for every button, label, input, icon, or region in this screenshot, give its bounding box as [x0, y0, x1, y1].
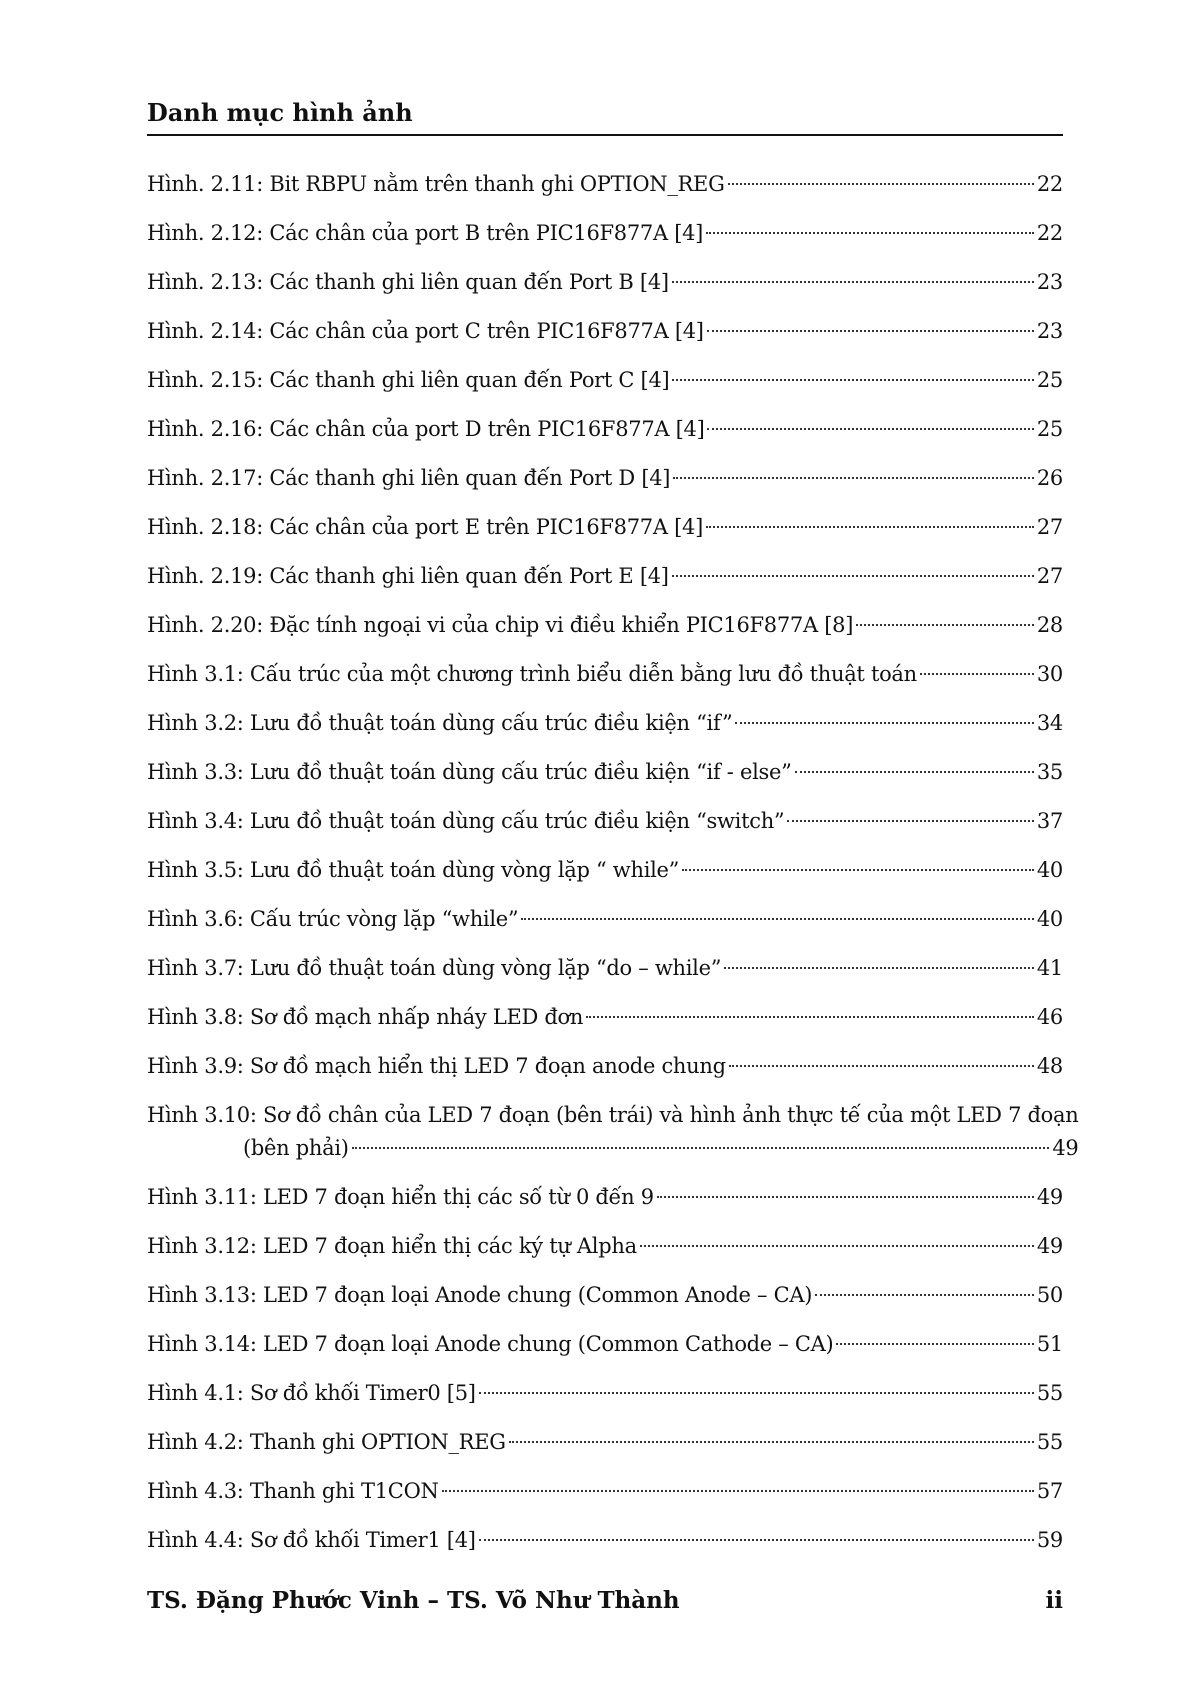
toc-entry-label: Hình 3.6: Cấu trúc vòng lặp “while”	[147, 907, 519, 931]
toc-entry-label: Hình 3.7: Lưu đồ thuật toán dùng vòng lặp “do – while”	[147, 956, 722, 980]
toc-entry[interactable]	[147, 315, 1063, 364]
toc-entry-label: Hình. 2.15: Các thanh ghi liên quan đến Port C [4]	[147, 368, 670, 392]
dot-leader	[479, 1392, 1034, 1394]
toc-entry-label: Hình 3.2: Lưu đồ thuật toán dùng cấu trúc điều kiện “if”	[147, 711, 733, 735]
footer-page-number: ii	[1045, 1587, 1063, 1614]
dot-leader	[795, 771, 1034, 773]
toc-entry-page: 26	[1036, 466, 1063, 490]
toc-entry[interactable]	[147, 1050, 1063, 1099]
dot-leader	[787, 820, 1034, 822]
toc-entry-label: Hình 3.11: LED 7 đoạn hiển thị các số từ 0 đến 9	[147, 1185, 654, 1209]
dot-leader	[724, 967, 1034, 969]
toc-entry-page: 25	[1036, 417, 1063, 441]
toc-entry-page: 27	[1036, 564, 1063, 588]
toc-entry-page: 27	[1036, 515, 1063, 539]
toc-entry-page: 23	[1036, 270, 1063, 294]
dot-leader	[509, 1441, 1034, 1443]
toc-entry-page: 25	[1036, 368, 1063, 392]
toc-entry-label-continued: (bên phải)	[243, 1136, 349, 1160]
dot-leader	[640, 1245, 1034, 1247]
toc-entry-label: Hình 3.5: Lưu đồ thuật toán dùng vòng lặp “ while”	[147, 858, 680, 882]
page-footer	[147, 1586, 1063, 1616]
toc-entry[interactable]	[147, 217, 1063, 266]
toc-entry[interactable]	[147, 1001, 1063, 1050]
toc-entry-page: 22	[1036, 172, 1063, 196]
toc-entry-label: Hình. 2.11: Bit RBPU nằm trên thanh ghi OPTION_REG	[147, 172, 725, 196]
toc-entry[interactable]	[147, 1181, 1063, 1230]
dot-leader	[836, 1343, 1033, 1345]
dot-leader	[442, 1490, 1034, 1492]
toc-entry-page: 22	[1036, 221, 1063, 245]
toc-entry[interactable]	[147, 1426, 1063, 1475]
toc-entry[interactable]	[147, 756, 1063, 805]
toc-entry-page: 40	[1036, 907, 1063, 931]
dot-leader	[707, 330, 1034, 332]
toc-entry-page: 55	[1036, 1381, 1063, 1405]
toc-entry[interactable]	[147, 1099, 1079, 1181]
dot-leader	[586, 1016, 1034, 1018]
toc-entry-label: Hình. 2.12: Các chân của port B trên PIC16F877A [4]	[147, 221, 704, 245]
toc-entry[interactable]	[147, 658, 1063, 707]
toc-entry-label: Hình 3.9: Sơ đồ mạch hiển thị LED 7 đoạn anode chung	[147, 1054, 726, 1078]
toc-entry-label: Hình 3.14: LED 7 đoạn loại Anode chung (Common Cathode – CA)	[147, 1332, 834, 1356]
toc-entry-page: 49	[1052, 1136, 1079, 1160]
toc-entry-label: Hình 3.8: Sơ đồ mạch nhấp nháy LED đơn	[147, 1005, 584, 1029]
toc-entry[interactable]	[147, 462, 1063, 511]
toc-entry-label: Hình 4.4: Sơ đồ khối Timer1 [4]	[147, 1528, 476, 1552]
toc-entry[interactable]	[147, 854, 1063, 903]
toc-entry-label: Hình 3.3: Lưu đồ thuật toán dùng cấu trúc điều kiện “if - else”	[147, 760, 792, 784]
toc-entry-page: 55	[1036, 1430, 1063, 1454]
toc-entry[interactable]	[147, 1524, 1063, 1573]
toc-entry-label: Hình. 2.16: Các chân của port D trên PIC16F877A [4]	[147, 417, 705, 441]
figure-list	[147, 168, 1079, 1573]
toc-entry-page: 35	[1036, 760, 1063, 784]
dot-leader	[657, 1196, 1034, 1198]
toc-entry-page: 34	[1036, 711, 1063, 735]
dot-leader	[352, 1147, 1050, 1149]
toc-entry-label: Hình 3.12: LED 7 đoạn hiển thị các ký tự Alpha	[147, 1234, 637, 1258]
toc-entry[interactable]	[147, 903, 1063, 952]
toc-entry-page: 28	[1036, 613, 1063, 637]
toc-entry[interactable]	[147, 413, 1063, 462]
toc-entry-page: 59	[1036, 1528, 1063, 1552]
footer-authors: TS. Đặng Phước Vinh – TS. Võ Như Thành	[147, 1587, 680, 1614]
toc-entry-label: Hình 3.10: Sơ đồ chân của LED 7 đoạn (bên trái) và hình ảnh thực tế của một LED 7 đoạn	[147, 1103, 1079, 1127]
toc-entry[interactable]	[147, 805, 1063, 854]
toc-entry[interactable]	[147, 1328, 1063, 1377]
toc-entry-page: 41	[1036, 956, 1063, 980]
toc-entry-label: Hình 3.4: Lưu đồ thuật toán dùng cấu trúc điều kiện “switch”	[147, 809, 785, 833]
toc-entry-label: Hình. 2.14: Các chân của port C trên PIC16F877A [4]	[147, 319, 704, 343]
toc-entry-page: 37	[1036, 809, 1063, 833]
toc-entry[interactable]	[147, 952, 1063, 1001]
toc-entry-label: Hình. 2.18: Các chân của port E trên PIC16F877A [4]	[147, 515, 703, 539]
toc-entry[interactable]	[147, 266, 1063, 315]
toc-entry-page: 49	[1036, 1234, 1063, 1258]
toc-entry-label: Hình 3.1: Cấu trúc của một chương trình biểu diễn bằng lưu đồ thuật toán	[147, 662, 917, 686]
toc-entry-page: 51	[1036, 1332, 1063, 1356]
toc-entry-page: 30	[1036, 662, 1063, 686]
toc-entry-label: Hình. 2.13: Các thanh ghi liên quan đến Port B [4]	[147, 270, 669, 294]
toc-entry-label: Hình. 2.20: Đặc tính ngoại vi của chip vi điều khiển PIC16F877A [8]	[147, 613, 854, 637]
dot-leader	[707, 428, 1033, 430]
toc-entry-page: 50	[1036, 1283, 1063, 1307]
dot-leader	[735, 722, 1033, 724]
dot-leader	[521, 918, 1034, 920]
toc-entry-label: Hình 4.3: Thanh ghi T1CON	[147, 1479, 439, 1503]
dot-leader	[920, 673, 1034, 675]
dot-leader	[672, 379, 1033, 381]
dot-leader	[673, 477, 1034, 479]
dot-leader	[706, 232, 1034, 234]
toc-entry-page: 49	[1036, 1185, 1063, 1209]
toc-entry-page: 23	[1036, 319, 1063, 343]
header-title: Danh mục hình ảnh	[147, 98, 413, 127]
toc-entry-label: Hình 3.13: LED 7 đoạn loại Anode chung (Common Anode – CA)	[147, 1283, 813, 1307]
toc-entry-page: 46	[1036, 1005, 1063, 1029]
dot-leader	[479, 1539, 1034, 1541]
toc-entry[interactable]	[147, 364, 1063, 413]
dot-leader	[856, 624, 1034, 626]
toc-entry[interactable]	[147, 511, 1063, 560]
toc-entry-page: 40	[1036, 858, 1063, 882]
toc-entry[interactable]	[147, 560, 1063, 609]
dot-leader	[706, 526, 1034, 528]
dot-leader	[729, 1065, 1034, 1067]
toc-entry-label: Hình 4.2: Thanh ghi OPTION_REG	[147, 1430, 506, 1454]
dot-leader	[728, 183, 1034, 185]
dot-leader	[672, 575, 1034, 577]
dot-leader	[815, 1294, 1034, 1296]
toc-entry-label: Hình 4.1: Sơ đồ khối Timer0 [5]	[147, 1381, 476, 1405]
toc-entry[interactable]	[147, 1377, 1063, 1426]
toc-entry-page: 48	[1036, 1054, 1063, 1078]
toc-entry[interactable]	[147, 168, 1063, 217]
dot-leader	[672, 281, 1034, 283]
toc-entry[interactable]	[147, 609, 1063, 658]
toc-entry[interactable]	[147, 1279, 1063, 1328]
toc-entry-label: Hình. 2.17: Các thanh ghi liên quan đến Port D [4]	[147, 466, 671, 490]
toc-entry[interactable]	[147, 1230, 1063, 1279]
toc-entry-page: 57	[1036, 1479, 1063, 1503]
header-divider	[147, 134, 1063, 136]
page-header	[147, 98, 1063, 136]
toc-entry[interactable]	[147, 1475, 1063, 1524]
dot-leader	[682, 869, 1034, 871]
toc-entry-label: Hình. 2.19: Các thanh ghi liên quan đến Port E [4]	[147, 564, 669, 588]
toc-entry[interactable]	[147, 707, 1063, 756]
